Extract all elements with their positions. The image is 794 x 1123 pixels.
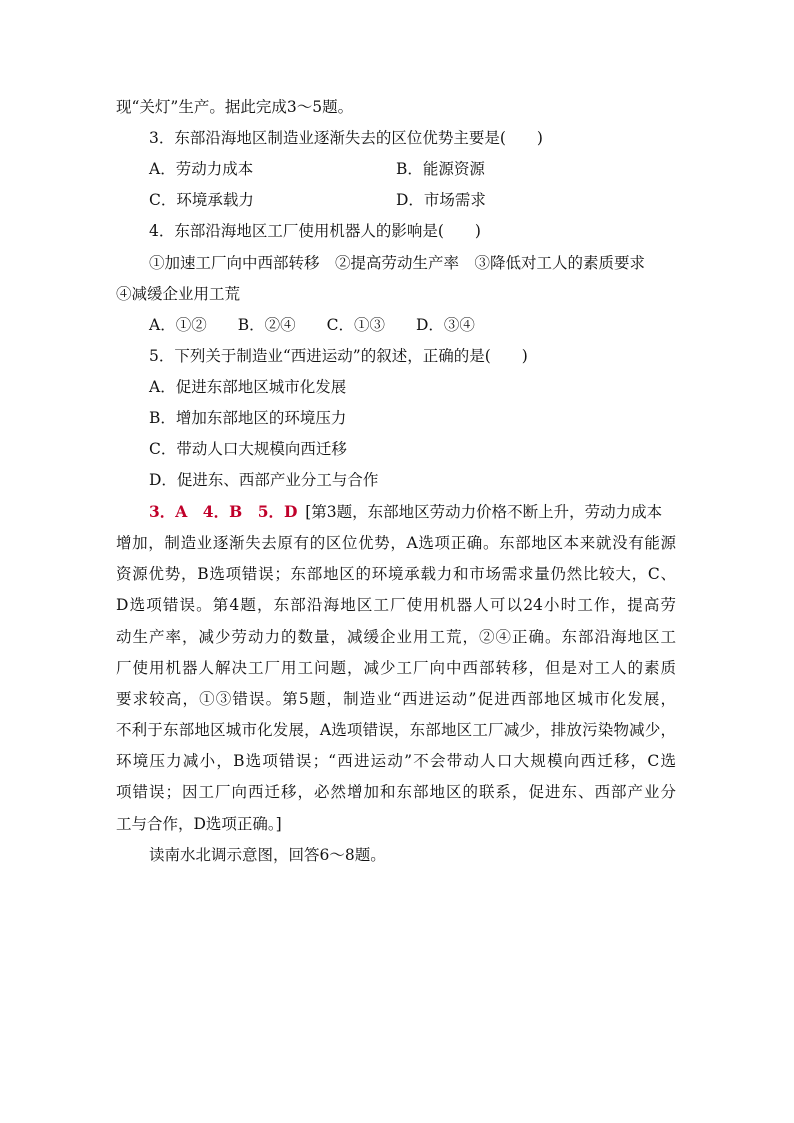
question-5-option-c: C．带动人口大规模向西迁移 [149,440,347,458]
answer-line-11: 工与合作，D选项正确。] [116,815,282,833]
intro-tail: 现“关灯”生产。据此完成3～5题。 [116,98,354,116]
answer-explanation-start: [第3题，东部地区劳动力价格不断上升，劳动力成本 [305,503,663,521]
question-5-stem: 5．下列关于制造业“西进运动”的叙述，正确的是( ) [149,347,528,365]
question-5-option-d: D．促进东、西部产业分工与合作 [149,471,379,489]
question-3-option-b: B．能源资源 [396,160,485,178]
answer-line-10: 项错误；因工厂向西迁移，必然增加和东部地区的联系，促进东、西部产业分 [116,783,676,801]
answer-line-3: 资源优势，B选项错误；东部地区的环境承载力和市场需求量仍然比较大，C、 [116,565,676,583]
question-3-option-c: C．环境承载力 [149,191,254,209]
answer-line-1 [149,502,662,522]
next-section-intro: 读南水北调示意图，回答6～8题。 [149,846,386,864]
question-5-option-a: A．促进东部地区城市化发展 [149,378,347,396]
answer-line-7: 要求较高，①③错误。第5题，制造业“西进运动”促进西部地区城市化发展， [116,690,676,708]
question-3-option-d: D．市场需求 [396,191,486,209]
question-4-stem: 4．东部沿海地区工厂使用机器人的影响是( ) [149,222,481,240]
answer-line-8: 不利于东部地区城市化发展，A选项错误，东部地区工厂减少，排放污染物减少， [116,721,676,739]
answer-key: 3．A 4．B 5．D [149,502,298,521]
question-4-options: A．①② B．②④ C．①③ D．③④ [149,316,475,334]
question-3-option-a: A．劳动力成本 [149,160,254,178]
question-5-option-b: B．增加东部地区的环境压力 [149,409,347,427]
question-4-statements-line-2: ④减缓企业用工荒 [116,285,241,303]
question-4-statements-line-1: ①加速工厂向中西部转移 ②提高劳动生产率 ③降低对工人的素质要求 [149,254,646,272]
answer-line-2: 增加，制造业逐渐失去原有的区位优势，A选项正确。东部地区本来就没有能源 [116,534,676,552]
answer-line-6: 厂使用机器人解决工厂用工问题，减少工厂向中西部转移，但是对工人的素质 [116,659,676,677]
answer-line-9: 环境压力减小，B选项错误；“西进运动”不会带动人口大规模向西迁移，C选 [116,752,676,770]
answer-line-4: D选项错误。第4题，东部沿海地区工厂使用机器人可以24小时工作，提高劳 [116,596,676,614]
question-3-stem: 3．东部沿海地区制造业逐渐失去的区位优势主要是( ) [149,129,543,147]
answer-line-5: 动生产率，减少劳动力的数量，减缓企业用工荒，②④正确。东部沿海地区工 [116,628,676,646]
